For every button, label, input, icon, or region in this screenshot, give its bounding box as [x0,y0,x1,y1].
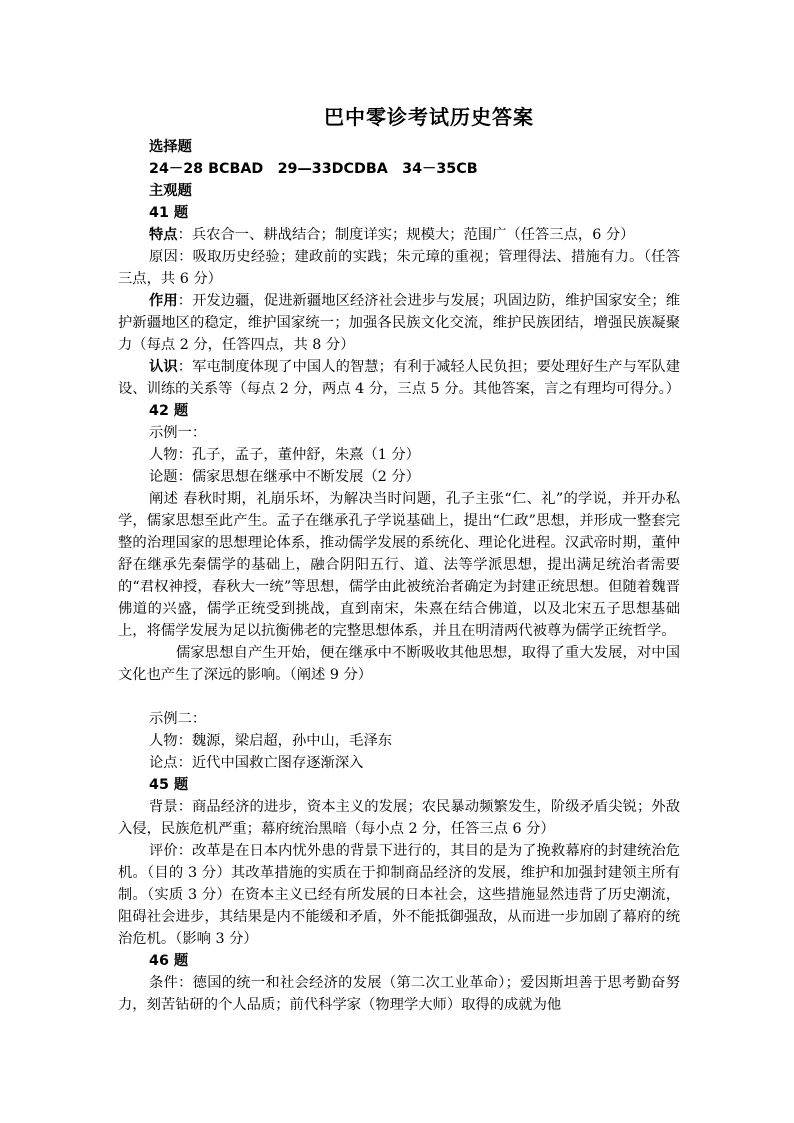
page-title: 巴中零诊考试历史答案 [324,105,534,129]
q42-thesis1: 论题：儒家思想在继承中不断发展（2 分） [149,469,420,485]
q42-number: 42 题 [149,403,189,419]
q42-thesis2: 论点：近代中国救亡图存逐渐深入 [149,755,364,771]
q42-example2-label: 示例二： [149,711,207,727]
q42-example1-label: 示例一： [149,425,207,441]
q41-effect-text: ：开发边疆，促进新疆地区经济社会进步与发展；巩固边防，维护国家安全；维护新疆地区的稳定，维护国家统一；加强各民族文化交流，维护民族团结，增强民族凝聚力（每点 2 分，任答四点，共 8 分） [118,293,681,353]
q42-conclusion: 儒家思想自产生开始，便在继承中不断吸收其他思想，取得了重大发展，对中国文化也产生了深远的影响。（阐述 9 分） [118,645,680,683]
q41-effect-label: 作用 [149,293,178,309]
q42-elaboration: 阐述 春秋时期，礼崩乐坏，为解决当时问题，孔子主张“仁、礼”的学说，并开办私学，儒家思想至此产生。孟子在继承孔子学说基础上，提出“仁政”思想，并形成一整套完整的治理国家的思想理论体系，推动儒学发展的系统化、理论化进程。汉武帝时期，董仲舒在继承先秦儒学的基础上，融合阴阳五行、道、法等学派思想，提出满足统治者需要的“君权神授，春秋大一统”等思想，儒学由此被统治者确定为封建正统思想。但随着魏晋佛道的兴盛，儒学正统受到挑战，直到南宋，朱熹在结合佛道，以及北宋五子思想基础上，将儒学发展为足以抗衡佛老的完整思想体系，并且在明清两代被尊为儒学正统哲学。 [118,491,680,639]
q41-number: 41 题 [149,205,189,221]
choice-answers: 24－28 BCBAD 29—33DCDBA 34－35CB [149,161,478,177]
q41-view [118,356,680,400]
answer-document [118,98,680,1016]
q41-feature-label: 特点 [149,227,178,243]
spacer [118,686,680,708]
q41-reason: 原因：吸取历史经验；建政前的实践；朱元璋的重视；管理得法、措施有力。（任答三点，共 6 分） [118,249,680,287]
q41-feature [118,224,680,246]
q45-background: 背景：商品经济的进步，资本主义的发展；农民暴动频繁发生，阶级矛盾尖锐；外敌入侵，民族危机严重；幕府统治黑暗（每小点 2 分，任答三点 6 分） [118,799,680,837]
subjective-heading: 主观题 [149,183,192,199]
q46-conditions: 条件：德国的统一和社会经济的发展（第二次工业革命）；爱因斯坦善于思考勤奋努力，刻苦钻研的个人品质；前代科学家（物理学大师）取得的成就为他 [118,975,680,1013]
q45-evaluation: 评价：改革是在日本内忧外患的背景下进行的，其目的是为了挽救幕府的封建统治危机。（目的 3 分）其改革措施的实质在于抑制商品经济的发展，维护和加强封建领主所有制。（实质 3 分）在资本主义已经有所发展的日本社会，这些措施显然违背了历史潮流，阻碍社会进步，其结果是内不能缓和矛盾，外不能抵御强敌，从而进一步加剧了幕府的统治危机。（影响 3 分） [118,843,680,947]
q45-number: 45 题 [149,777,189,793]
choice-heading: 选择题 [149,139,192,155]
q42-people2: 人物：魏源，梁启超，孙中山，毛泽东 [149,733,393,749]
q46-number: 46 题 [149,953,189,969]
q41-view-label: 认识 [149,359,178,375]
q41-effect [118,290,680,356]
q42-people1: 人物：孔子，孟子，董仲舒，朱熹（1 分） [149,447,420,463]
q41-view-text: ：军屯制度体现了中国人的智慧；有利于减轻人民负担；要处理好生产与军队建设、训练的关系等（每点 2 分，两点 4 分，三点 5 分。其他答案，言之有理均可得分。） [118,359,681,397]
q41-feature-text: ：兵农合一、耕战结合；制度详实；规模大；范围广（任答三点，6 分） [177,227,635,243]
